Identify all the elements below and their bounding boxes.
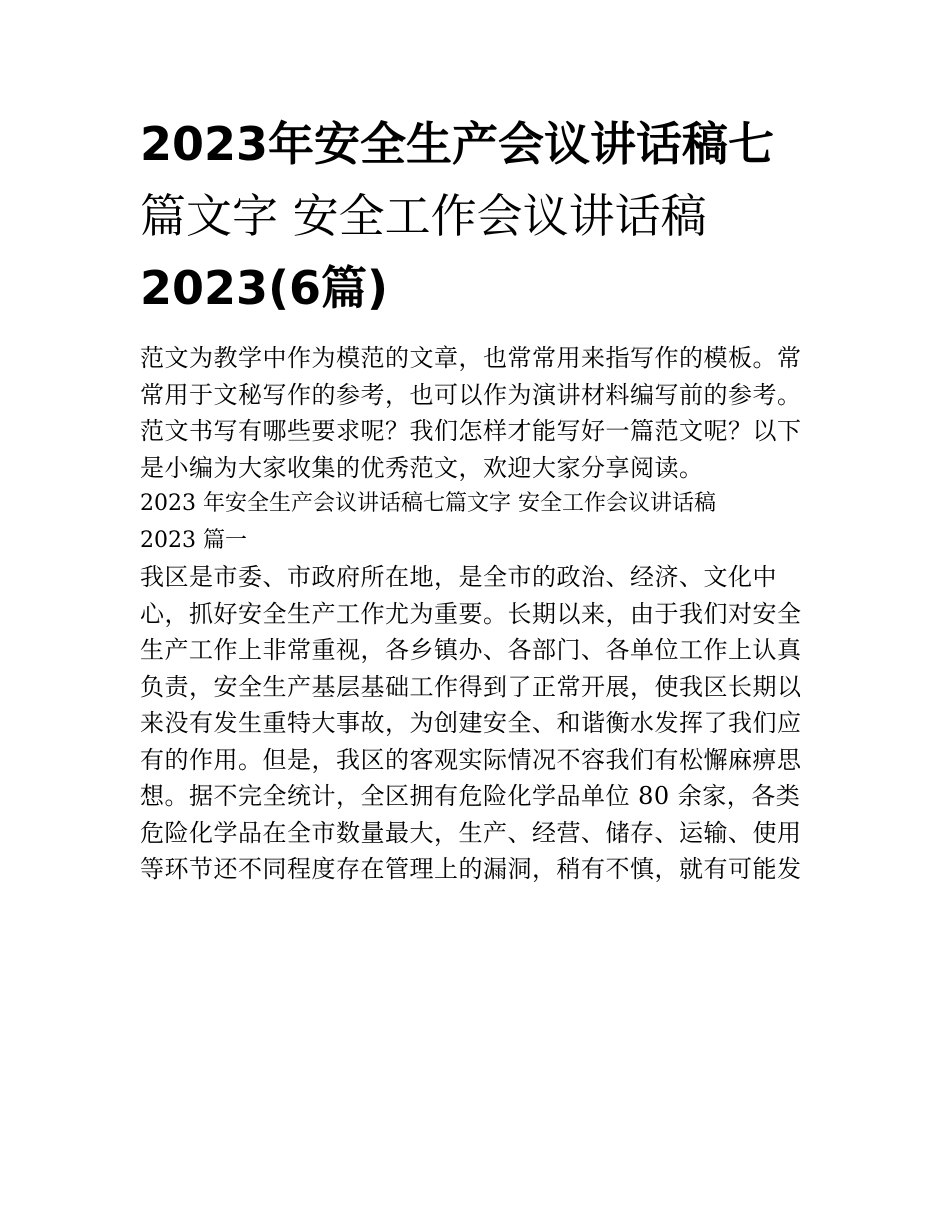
body-line-9: 等环节还不同程度存在管理上的漏洞，稍有不慎，就有可能发 — [140, 855, 802, 883]
body-line-7: 想。据不完全统计，全区拥有危险化学品单位 80 余家，各类 — [140, 782, 801, 810]
body-line-1: 我区是市委、市政府所在地，是全市的政治、经济、文化中 — [140, 563, 777, 591]
title-line-2: 篇文字 安全工作会议讲话稿 — [140, 189, 707, 243]
intro-line-2: 常用于文秘写作的参考，也可以作为演讲材料编写前的参考。 — [140, 380, 802, 409]
subtitle-line-2: 2023 篇一 — [140, 527, 247, 553]
subtitle-line-1: 2023 年安全生产会议讲话稿七篇文字 安全工作会议讲话稿 — [140, 491, 716, 516]
body-line-3: 生产工作上非常重视，各乡镇办、各部门、各单位工作上认真 — [140, 636, 802, 664]
title-line-3: 2023(6篇) — [140, 261, 389, 315]
body-line-8: 危险化学品在全市数量最大，生产、经营、储存、运输、使用 — [140, 818, 802, 847]
body-line-4: 负责，安全生产基层基础工作得到了正常开展，使我区长期以 — [140, 672, 802, 701]
intro-paragraph — [140, 340, 820, 486]
document-title — [140, 108, 820, 324]
body-line-2: 心，抓好安全生产工作尤为重要。长期以来，由于我们对安全 — [140, 599, 802, 628]
intro-line-4: 是小编为大家收集的优秀范文，欢迎大家分享阅读。 — [140, 453, 704, 482]
intro-line-1: 范文为教学中作为模范的文章，也常常用来指写作的模板。常 — [140, 344, 802, 372]
document-page — [140, 108, 820, 888]
body-line-5: 来没有发生重特大事故，为创建安全、和谐衡水发挥了我们应 — [140, 709, 802, 737]
body-line-6: 有的作用。但是，我区的客观实际情况不容我们有松懈麻痹思 — [140, 745, 802, 774]
section-heading — [140, 486, 820, 559]
title-line-1: 2023年安全生产会议讲话稿七 — [140, 117, 775, 171]
body-paragraph — [140, 559, 820, 888]
intro-line-3: 范文书写有哪些要求呢？我们怎样才能写好一篇范文呢？以下 — [140, 417, 802, 445]
